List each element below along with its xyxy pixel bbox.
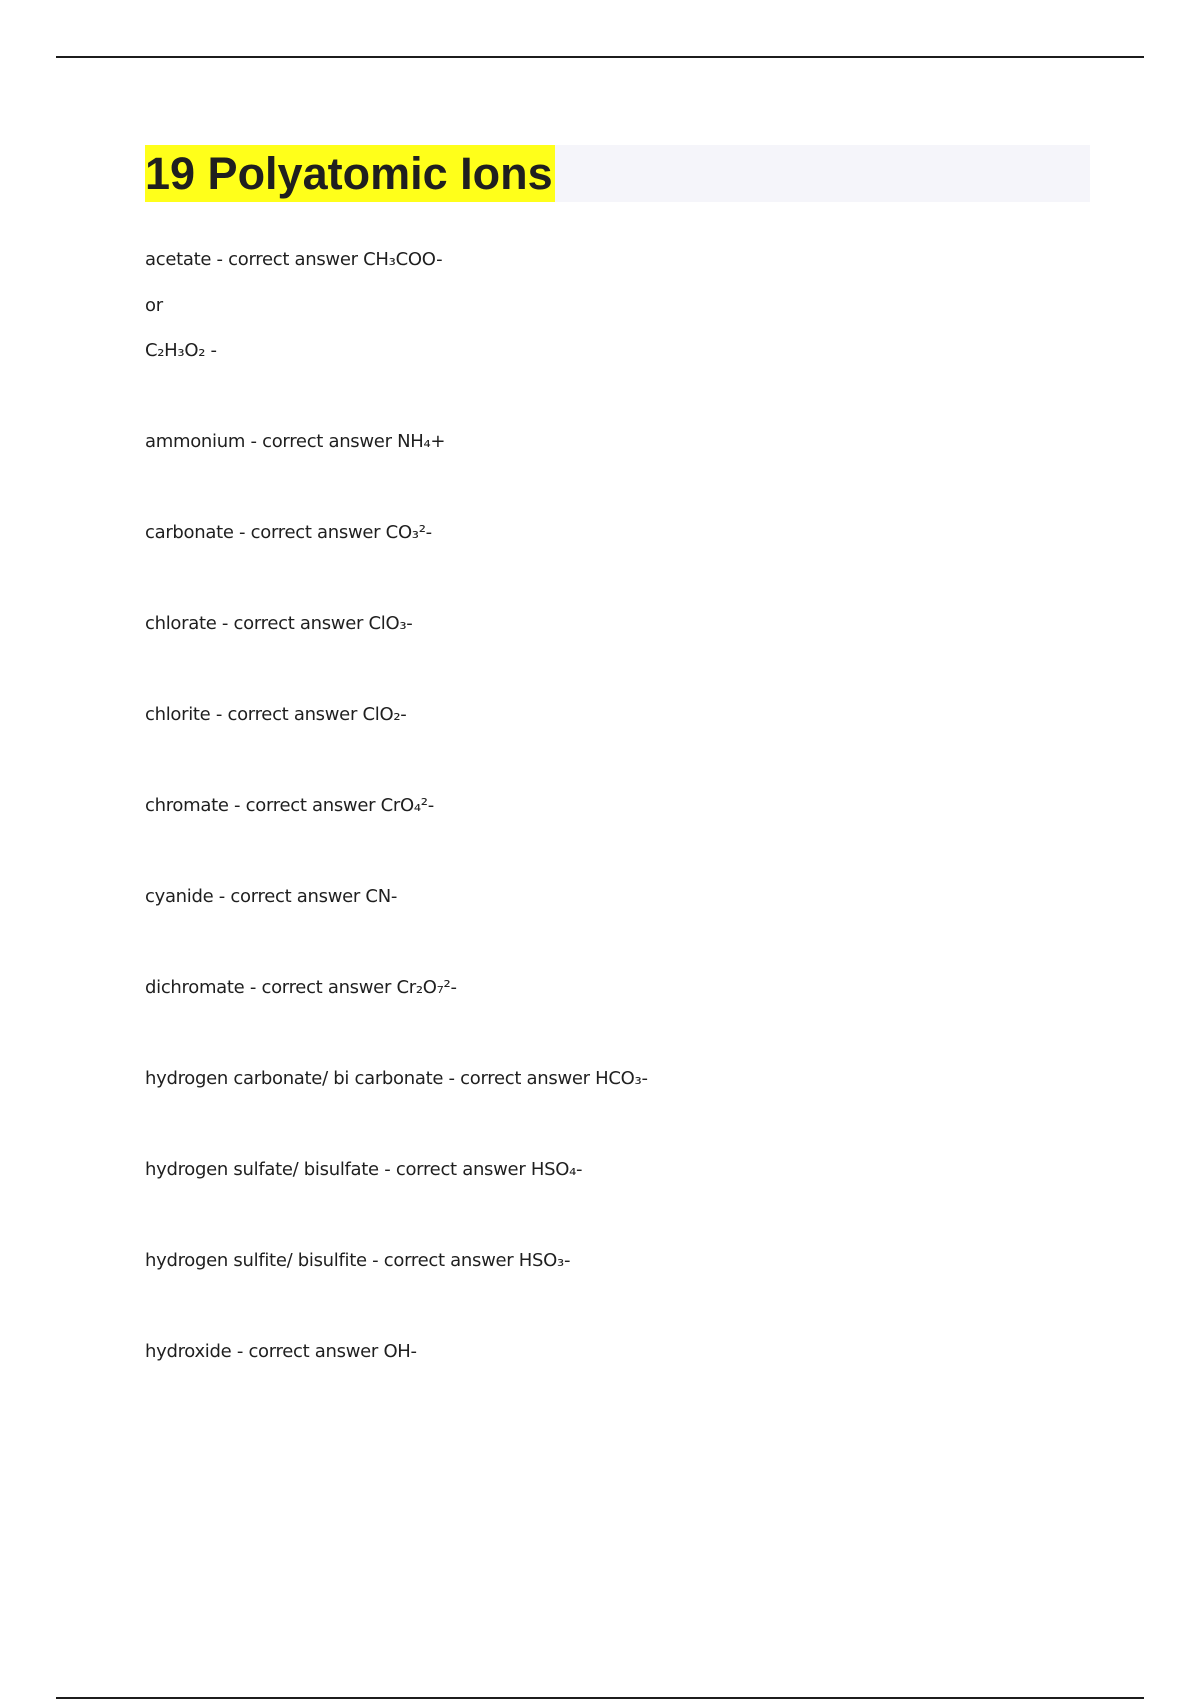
entry-term: chlorite	[145, 704, 211, 725]
entry-answer: CH₃COO-	[363, 249, 443, 270]
entry-answer: Cr₂O₇²-	[396, 977, 457, 998]
entry-term: chromate	[145, 795, 229, 816]
entry-term: hydrogen carbonate/ bi carbonate	[145, 1068, 444, 1089]
entry-answer: CrO₄²-	[380, 795, 434, 816]
entry-separator: - correct answer	[210, 704, 363, 725]
entry-term: ammonium	[145, 431, 246, 452]
entry-separator: - correct answer	[211, 249, 364, 270]
entry-or	[145, 294, 163, 318]
entry-chromate	[145, 794, 434, 818]
entry-term: hydroxide	[145, 1341, 232, 1362]
entry-dichromate	[145, 976, 457, 1000]
entry-term: hydrogen sulfate/ bisulfate	[145, 1159, 379, 1180]
entry-separator: - correct answer	[228, 795, 381, 816]
entry-separator: - correct answer	[378, 1159, 531, 1180]
entry-term: cyanide	[145, 886, 214, 907]
entry-term: acetate	[145, 249, 212, 270]
document-title: 19 Polyatomic Ions	[145, 145, 555, 202]
entry-term: chlorate	[145, 613, 217, 634]
entry-separator: - correct answer	[216, 613, 369, 634]
entry-term: hydrogen sulfite/ bisulfite	[145, 1250, 367, 1271]
entry-text: or	[145, 295, 163, 316]
header-rule	[56, 56, 1144, 58]
entry-answer: ClO₂-	[362, 704, 407, 725]
entry-answer: CO₃²-	[385, 522, 432, 543]
entry-cyanide	[145, 885, 397, 909]
entry-answer: HSO₄-	[530, 1159, 583, 1180]
entry-separator: - correct answer	[231, 1341, 384, 1362]
entry-answer: NH₄+	[397, 431, 446, 452]
entry-separator: - correct answer	[366, 1250, 519, 1271]
entry-separator: - correct answer	[443, 1068, 596, 1089]
entry-hydrogen-sulfate	[145, 1158, 582, 1182]
entry-answer: OH-	[383, 1341, 417, 1362]
entry-hydrogen-carbonate	[145, 1067, 648, 1091]
entry-hydroxide	[145, 1340, 417, 1364]
entry-term: dichromate	[145, 977, 245, 998]
entry-acetate-alt	[145, 339, 217, 363]
entry-answer: HSO₃-	[518, 1250, 571, 1271]
entry-answer: ClO₃-	[368, 613, 413, 634]
entry-chlorate	[145, 612, 412, 636]
footer-rule	[56, 1697, 1144, 1699]
entry-separator: - correct answer	[244, 977, 397, 998]
entry-answer: HCO₃-	[595, 1068, 648, 1089]
entry-answer: CN-	[365, 886, 398, 907]
entry-separator: - correct answer	[245, 431, 398, 452]
entry-carbonate	[145, 521, 432, 545]
entry-acetate	[145, 248, 442, 272]
entry-term: carbonate	[145, 522, 234, 543]
entry-separator: - correct answer	[213, 886, 366, 907]
entry-chlorite	[145, 703, 406, 727]
entry-hydrogen-sulfite	[145, 1249, 570, 1273]
entry-ammonium	[145, 430, 445, 454]
entry-text: C₂H₃O₂ -	[145, 340, 217, 361]
entry-separator: - correct answer	[233, 522, 386, 543]
